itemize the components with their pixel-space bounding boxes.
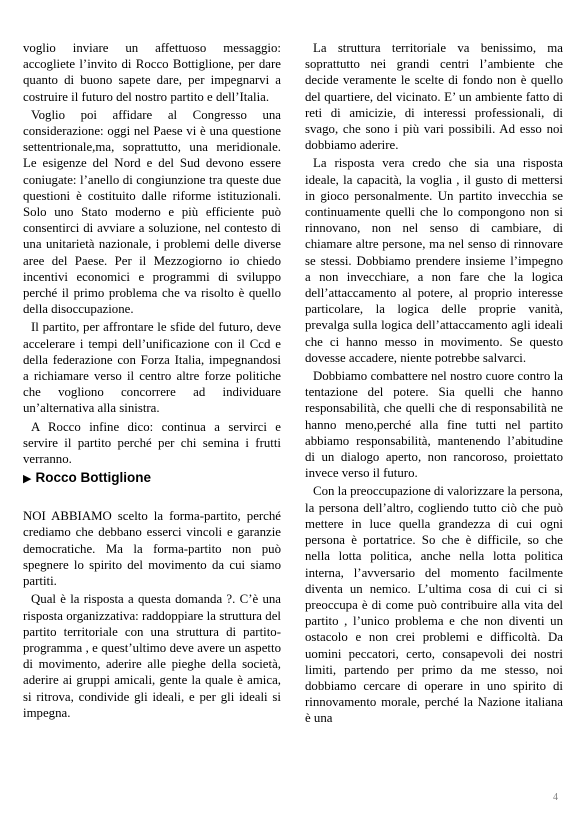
left-paragraph-5: NOI ABBIAMO scelto la forma-partito, perché crediamo che debbano esserci vincoli e garanzie democratiche. Ma la forma-partito non può spegnere lo spirito del movimento da cui siamo partiti. [23, 509, 281, 589]
left-paragraph-2: Voglio poi affidare al Congresso una considerazione: oggi nel Paese vi è una questione settentrionale,ma, soprattutto, una meridionale. Le esigenze del Nord e del Sud devono essere coniugate: l’anello di congiunzione tra queste due questioni è costituito dalle riforme istituzionali. Solo uno Stato moderno e più efficiente può consentirci di avviare a soluzione, nel contesto di una unitarietà nazionale, i problemi delle diverse aree del Paese. Per il Mezzogiorno io chiedo incentivi economici e programmi di sviluppo perché il primo problema che va risolto è quello della disoccupazione. [23, 107, 281, 317]
left-paragraph-6: Qual è la risposta a questa domanda ?. C’è una risposta organizzativa: raddoppiare la struttura del partito territoriale con una struttura di partito-programma , e quest’ultimo deve avere un aspetto di movimento, aderire alle pieghe della società, aderire ai gruppi amicali, gente la quale è amica, si ritrova, condivide gli ideali, e per gli ideali si impegna. [23, 592, 281, 720]
right-paragraph-1: La struttura territoriale va benissimo, ma soprattutto nei grandi centri l’ambiente che decide veramente le scelte di fondo non è quello del quartiere, del vicinato. E’ un ambiente fatto di reti di amicizie, di interessi professionali, di svago, che sono i più vari possibili. Ad esso noi dobbiamo aderire. [305, 41, 563, 153]
right-paragraph-4: Con la preoccupazione di valorizzare la persona, la persona dell’altro, cogliendo tutto ciò che può mettere in luce quella grandezza di cui ogni persona è portatrice. So che è difficile, so che nella lotta politica, anche nella lotta politica interna, l’avversario del momento facilmente diventa un nemico. L’ultima cosa di cui ci si preoccupa è di come può contribuire alla vita del partito , l’unico problema e che non diventi un ostacolo e non crei problemi e difficoltà. Da uomini peccatori, certo, consapevoli dei nostri limiti, partendo per primo da me stesso, noi dobbiamo cercare di operare in uno spirito di rinnovamento morale, perché la Nazione italiana è una [305, 484, 563, 726]
right-paragraph-2: La risposta vera credo che sia una risposta ideale, la capacità, la voglia , il gusto di mettersi in gioco personalmente. Un partito invecchia se continuamente quelli che lo compongono non si rinnovano, non nel senso di cambiare, di chiamare altre persone, ma nel senso di rinnovare se stessi. Dobbiamo prendere insieme l’impegno a non invecchiare, a non fare che la logica dell’attaccamento al potere, al proprio interesse particolare, la logica delle proprie vanità, prevalga sulla logica dell’attaccamento agli ideali che ci hanno messo in movimento. Se questo dovesse accadere, niente potrebbe salvarci. [305, 156, 563, 365]
left-column [23, 40, 281, 723]
section-heading-text: Rocco Bottiglione [35, 470, 151, 486]
left-paragraph-1: voglio inviare un affettuoso messaggio: accogliete l’invito di Rocco Bottiglione, per dare quanto di buono sapete dare, per impegnarvi a costruire il futuro del nostro partito e dell’Italia. [23, 41, 281, 104]
page-number: 4 [553, 792, 558, 803]
triangle-right-icon: ▶ [23, 473, 32, 486]
section-heading [23, 469, 281, 488]
left-paragraph-4: A Rocco infine dico: continua a servirci e servire il partito perché per chi semina i frutti verranno. [23, 419, 281, 467]
right-paragraph-3: Dobbiamo combattere nel nostro cuore contro la tentazione del potere. Sia quelli che hanno responsabilità, che quelli che di responsabilità ne hanno meno,perché alla fine tutti nel partito abbiamo responsabilità, mantenendo l’abitudine di un dialogo aperto, non rancoroso, proiettato invece verso il futuro. [305, 369, 563, 481]
right-column [305, 40, 563, 729]
left-paragraph-3: Il partito, per affrontare le sfide del futuro, deve accelerare i tempi dell’unificazione con il Ccd e della federazione con Forza Italia, impegnandosi a richiamare verso il centro altre forze politiche che vogliono concorrere ad individuare un’alternativa alla sinistra. [23, 320, 281, 416]
